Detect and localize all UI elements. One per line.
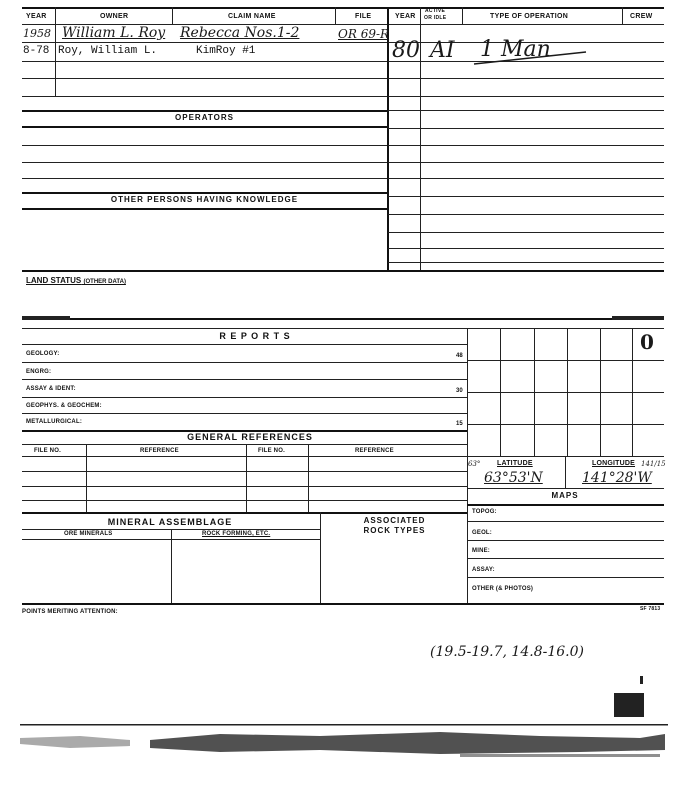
owner-2-year: 8-78 bbox=[23, 45, 50, 57]
col-header-file: FILE bbox=[355, 13, 372, 20]
handwritten-note: (19.5-19.7, 14.8-16.0) bbox=[430, 644, 584, 660]
gen-ref-reference-1: REFERENCE bbox=[140, 448, 179, 454]
col-header-year: YEAR bbox=[26, 13, 47, 20]
operation-year: 80 bbox=[392, 38, 420, 63]
report-num-geology: 48 bbox=[456, 353, 463, 359]
col-header-active-top: ACTIVE bbox=[425, 8, 446, 14]
col-header-owner: OWNER bbox=[100, 13, 129, 20]
general-references-header: GENERAL REFERENCES bbox=[187, 432, 313, 442]
divider bbox=[55, 7, 56, 97]
operation-active-idle: AI bbox=[430, 38, 455, 63]
report-num-assay: 30 bbox=[456, 388, 463, 394]
form-number: SF 7813 bbox=[640, 606, 661, 612]
maps-other-photos: OTHER (& PHOTOS) bbox=[472, 586, 534, 592]
owner-1-year: 1958 bbox=[23, 27, 51, 40]
scan-noise-band bbox=[20, 724, 668, 760]
operators-header: OPERATORS bbox=[175, 113, 234, 122]
associated-rock-types-top: ASSOCIATED bbox=[363, 516, 426, 525]
owner-1-claim: Rebecca Nos.1-2 bbox=[180, 25, 300, 41]
ore-minerals-header: ORE MINERALS bbox=[64, 531, 113, 537]
center-divider bbox=[387, 7, 389, 270]
maps-geol: GEOL: bbox=[472, 530, 492, 536]
maps-mine: MINE: bbox=[472, 548, 490, 554]
grid-mark: 0 bbox=[640, 330, 654, 354]
operation-crew: 1 Man bbox=[480, 37, 551, 62]
col-header-year-2: YEAR bbox=[395, 13, 416, 20]
latitude-label: LATITUDE bbox=[497, 460, 533, 467]
longitude-value: 141°28'W bbox=[582, 470, 652, 486]
reports-header: R E P O R T S bbox=[219, 331, 291, 341]
land-status-label: LAND STATUS (OTHER DATA) bbox=[26, 276, 126, 285]
report-label-geophys: GEOPHYS. & GEOCHEM: bbox=[26, 403, 102, 409]
other-persons-header: OTHER PERSONS HAVING KNOWLEDGE bbox=[110, 195, 299, 204]
owner-1-file: OR 69-R bbox=[338, 27, 390, 41]
col-header-active-bottom: OR IDLE bbox=[424, 15, 447, 21]
points-meriting-attention: POINTS MERITING ATTENTION: bbox=[22, 609, 118, 615]
report-num-metallurgical: 15 bbox=[456, 421, 463, 427]
scan-artifact-box bbox=[614, 693, 644, 717]
maps-assay: ASSAY: bbox=[472, 567, 495, 573]
col-header-crew: CREW bbox=[630, 13, 653, 20]
latitude-prefix: 63° bbox=[468, 460, 481, 468]
owner-2-name: Roy, William L. bbox=[58, 45, 158, 57]
gen-ref-reference-2: REFERENCE bbox=[355, 448, 394, 454]
report-label-geology: GEOLOGY: bbox=[26, 351, 60, 357]
gen-ref-file-no-2: FILE NO. bbox=[258, 448, 285, 454]
rock-forming-header: ROCK FORMING, ETC. bbox=[202, 531, 271, 537]
col-header-claim-name: CLAIM NAME bbox=[228, 13, 276, 20]
longitude-label: LONGITUDE bbox=[592, 460, 636, 467]
report-label-assay: ASSAY & IDENT: bbox=[26, 386, 76, 392]
owner-1-name: William L. Roy bbox=[62, 25, 166, 41]
report-label-metallurgical: METALLURGICAL: bbox=[26, 419, 83, 425]
longitude-suffix: 141/15 bbox=[641, 460, 666, 468]
associated-rock-types-bottom: ROCK TYPES bbox=[363, 526, 426, 535]
latitude-value: 63°53'N bbox=[484, 470, 543, 486]
handwritten-underline bbox=[470, 50, 590, 70]
maps-header: MAPS bbox=[551, 491, 579, 500]
col-header-type-of-operation: TYPE OF OPERATION bbox=[490, 13, 569, 20]
gen-ref-file-no-1: FILE NO. bbox=[34, 448, 61, 454]
maps-topog: TOPOG: bbox=[472, 509, 497, 515]
owner-2-claim: KimRoy #1 bbox=[196, 45, 256, 57]
mineral-assemblage-header: MINERAL ASSEMBLAGE bbox=[107, 517, 233, 527]
report-label-engrg: ENGRG: bbox=[26, 369, 52, 375]
